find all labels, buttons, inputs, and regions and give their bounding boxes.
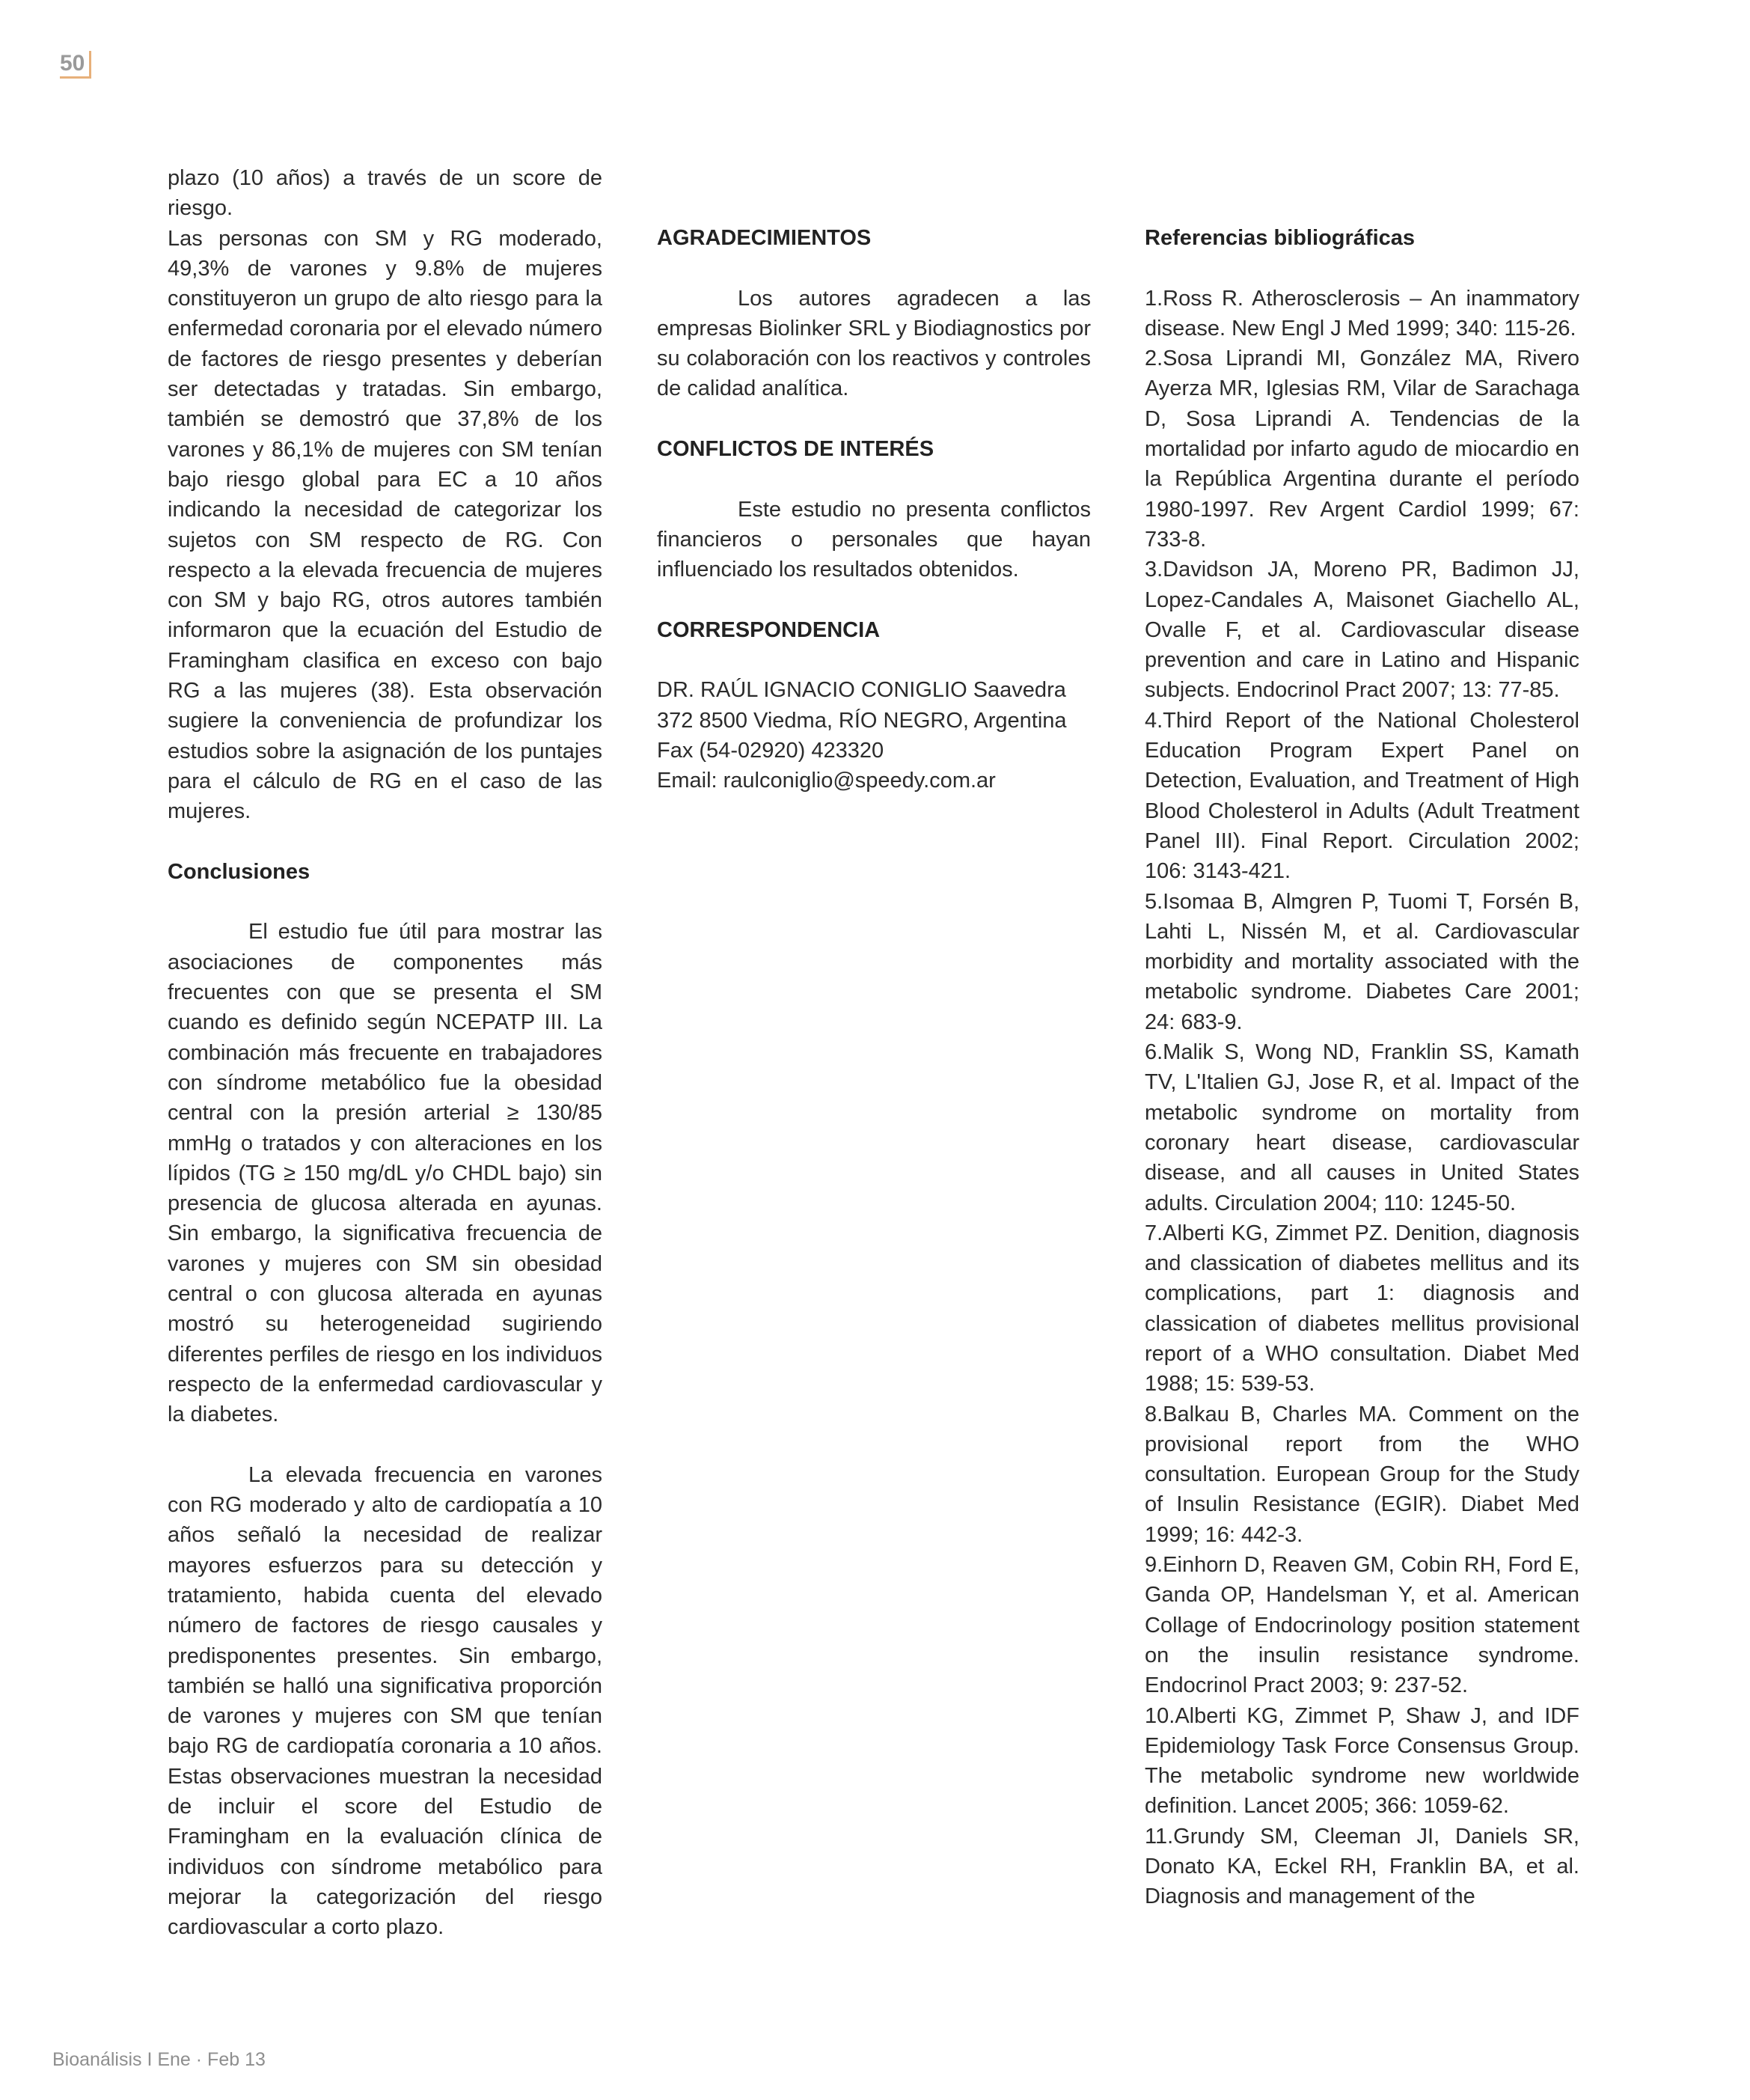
reference-item: 5.Isomaa B, Almgren P, Tuomi T, Forsén B, Lahti L, Nissén M, et al. Cardiovascular morbidity and mortality associated with the metabolic syndrome. Diabetes Care 2001; 24: 683-9. xyxy=(1145,889,1579,1034)
conflicts-text: Este estudio no presenta conflictos financieros o personales que hayan influenciado los resultados obtenidos. xyxy=(657,497,1091,582)
footer-journal: Bioanálisis I Ene · Feb 13 xyxy=(52,2049,266,2070)
paragraph-conclusions-1: El estudio fue útil para mostrar las asociaciones de componentes más frecuentes con que se presenta el SM cuando es definido según NCEPATP III. La combinación más frecuente en trabajadores con síndrome metabólico fue la obesidad central con la presión arterial ≥ 130/85 mmHg o tratados y con alteraciones en los lípidos (TG ≥ 150 mg/dL y/o CHDL bajo) sin presencia de glucosa alterada en ayunas. Sin embargo, la significativa frecuencia de varones y mujeres con SM sin obesidad central o con glucosa alterada en ayunas mostró su heterogeneidad sugiriendo diferentes perfiles de riesgo en los individuos respecto de la enfermedad cardiovascular y la diabetes. xyxy=(168,920,602,1427)
correspondence-email: Email: raulconiglio@speedy.com.ar xyxy=(657,769,996,793)
acknowledgements-text: Los autores agradecen a las empresas Biolinker SRL y Biodiagnostics por su colaboración con los reactivos y controles de calidad analítica. xyxy=(657,286,1091,401)
reference-item: 10.Alberti KG, Zimmet P, Shaw J, and IDF Epidemiology Task Force Consensus Group. The metabolic syndrome new worldwide definition. Lancet 2005; 366: 1059-62. xyxy=(1145,1703,1579,1819)
paragraph-conclusions-2: La elevada frecuencia en varones con RG moderado y alto de cardiopatía a 10 años señaló la necesidad de realizar mayores esfuerzos para su detección y tratamiento, habida cuenta del elevado número de factores de riesgo causales y predisponentes presentes. Sin embargo, también se halló una significativa proporción de varones y mujeres con SM que tenían bajo RG de cardiopatía coronaria a 10 años. Estas observaciones muestran la necesidad de incluir el score del Estudio de Framingham en la evaluación clínica de individuos con síndrome metabólico para mejorar la categorización del riesgo cardiovascular a corto plazo. xyxy=(168,1462,602,1940)
paragraph-intro: plazo (10 años) a través de un score de riesgo. xyxy=(168,166,602,221)
conclusions-heading: Conclusiones xyxy=(168,859,310,884)
reference-item: 3.Davidson JA, Moreno PR, Badimon JJ, Lopez-Candales A, Maisonet Giachello AL, Ovalle F, et al. Cardiovascular disease prevention and care in Latino and Hispanic subjects. Endocrinol Pract 2007; 13: 77-85. xyxy=(1145,558,1579,703)
column-right xyxy=(1145,223,1579,1912)
reference-item: 9.Einhorn D, Reaven GM, Cobin RH, Ford E, Ganda OP, Handelsman Y, et al. American Collage of Endocrinology position statement on the insulin resistance syndrome. Endocrinol Pract 2003; 9: 237-52. xyxy=(1145,1553,1579,1698)
references-list xyxy=(1145,284,1579,1912)
correspondence-heading: CORRESPONDENCIA xyxy=(657,617,881,642)
page-number: 50 xyxy=(60,51,91,79)
column-middle xyxy=(657,223,1091,796)
conflicts-heading: CONFLICTOS DE INTERÉS xyxy=(657,437,934,462)
references-heading: Referencias bibliográficas xyxy=(1145,226,1416,250)
paragraph-risk: Las personas con SM y RG moderado, 49,3% de varones y 9.8% de mujeres constituyeron un grupo de alto riesgo para la enfermedad coronaria por el elevado número de factores de riesgo presentes y deberían ser detectadas y tratadas. Sin embargo, también se demostró que 37,8% de los varones y 86,1% de mujeres con SM tenían bajo riesgo global para EC a 10 años indicando la necesidad de categorizar los sujetos con SM respecto de RG. Con respecto a la elevada frecuencia de mujeres con SM y bajo RG, otros autores también informaron que la ecuación del Estudio de Framingham clasifica en exceso con bajo RG a las mujeres (38). Esta observación sugiere la conveniencia de profundizar los estudios sobre la asignación de los puntajes para el cálculo de RG en el caso de las mujeres. xyxy=(168,226,602,824)
correspondence-address: DR. RAÚL IGNACIO CONIGLIO Saavedra 372 8500 Viedma, RÍO NEGRO, Argentina Fax (54-02920) 423320 xyxy=(657,678,1067,763)
reference-item: 1.Ross R. Atherosclerosis – An inammatory disease. New Engl J Med 1999; 340: 115-26. xyxy=(1145,286,1579,341)
reference-item: 8.Balkau B, Charles MA. Comment on the provisional report from the WHO consultation. European Group for the Study of Insulin Resistance (EGIR). Diabet Med 1999; 16: 442-3. xyxy=(1145,1402,1579,1547)
reference-item: 6.Malik S, Wong ND, Franklin SS, Kamath TV, L'Italien GJ, Jose R, et al. Impact of the metabolic syndrome on mortality from coronary heart disease, cardiovascular disease, and all causes in United States adults. Circulation 2004; 110: 1245-50. xyxy=(1145,1040,1579,1215)
column-left xyxy=(168,163,602,1943)
reference-item: 2.Sosa Liprandi MI, González MA, Rivero Ayerza MR, Iglesias RM, Vilar de Sarachaga D, Sosa Liprandi A. Tendencias de la mortalidad por infarto agudo de miocardio en la República Argentina durante el período 1980-1997. Rev Argent Cardiol 1999; 67: 733-8. xyxy=(1145,347,1579,552)
reference-item: 4.Third Report of the National Cholesterol Education Program Expert Panel on Detection, Evaluation, and Treatment of High Blood Cholesterol in Adults (Adult Treatment Panel III). Final Report. Circulation 2002; 106: 3143-421. xyxy=(1145,708,1579,884)
acknowledgements-heading: AGRADECIMIENTOS xyxy=(657,226,872,250)
reference-item: 11.Grundy SM, Cleeman JI, Daniels SR, Donato KA, Eckel RH, Franklin BA, et al. Diagnosis and management of the xyxy=(1145,1824,1579,1909)
reference-item: 7.Alberti KG, Zimmet PZ. Denition, diagnosis and classication of diabetes mellitus and its complications, part 1: diagnosis and classication of diabetes mellitus provisional report of a WHO consultation. Diabet Med 1988; 15: 539-53. xyxy=(1145,1221,1579,1397)
